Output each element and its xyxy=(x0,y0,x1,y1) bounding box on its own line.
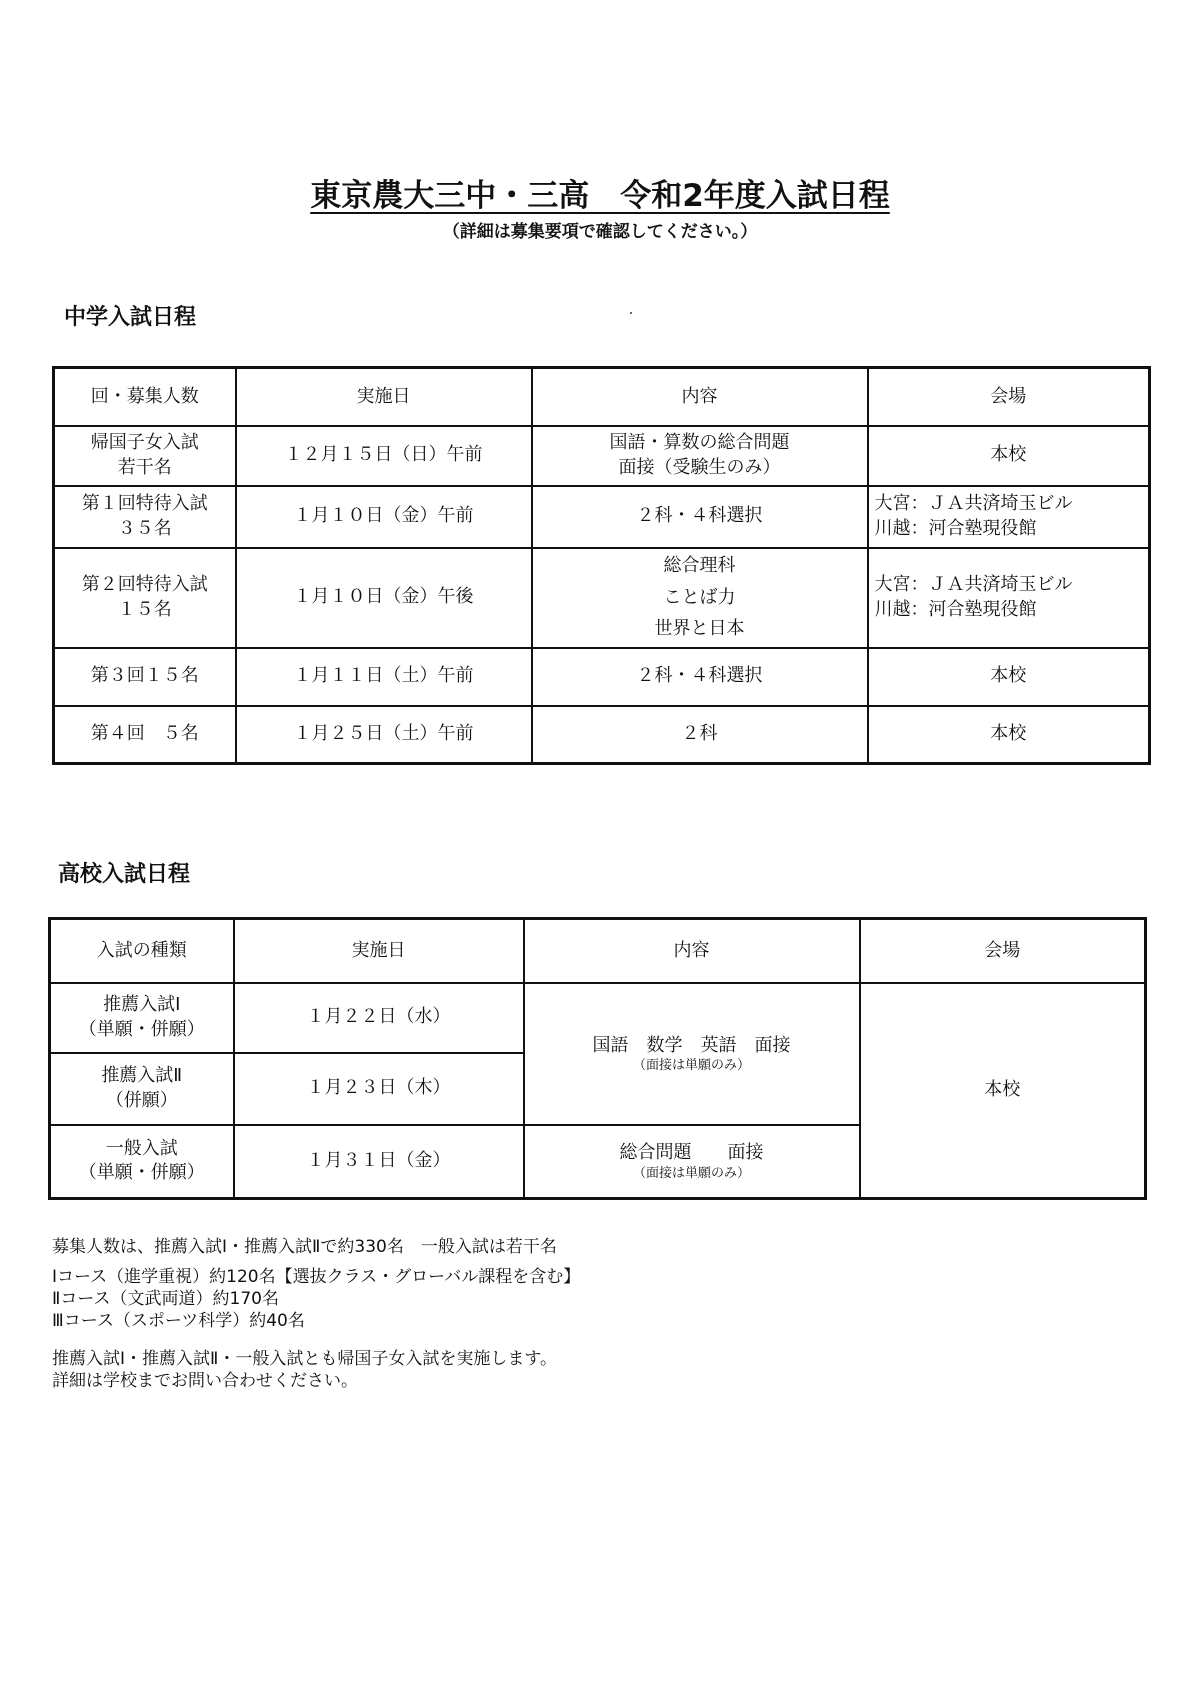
junior-date-cell xyxy=(236,548,532,648)
senior-content-note: （面接は単願のみ） xyxy=(632,1057,750,1073)
note-line: Ⅰコース（進学重視）約120名【選抜クラス・グローバル課程を含む】 xyxy=(52,1267,581,1288)
junior-content-cell xyxy=(532,426,868,486)
senior-venue-cell: 本校 xyxy=(860,983,1146,1199)
junior-round-cell-line: 第３回１５名 xyxy=(90,665,199,687)
senior-header-content: 内容 xyxy=(524,919,860,983)
note-line: 推薦入試Ⅰ・推薦入試Ⅱ・一般入試とも帰国子女入試を実施します。 xyxy=(52,1349,558,1370)
junior-date-cell-line: １月２５日（土）午前 xyxy=(293,723,474,745)
junior-row xyxy=(54,548,1150,648)
junior-round-cell xyxy=(54,426,236,486)
page-subtitle: （詳細は募集要項で確認してください。） xyxy=(442,222,758,242)
junior-venue-cell-line: 本校 xyxy=(990,665,1027,687)
junior-header-content: 内容 xyxy=(532,368,868,426)
senior-date-cell: １月２３日（木） xyxy=(234,1053,524,1125)
junior-venue-cell-line: 大宮：ＪＡ共済埼玉ビル xyxy=(874,493,1073,515)
senior-type-cell xyxy=(50,1125,234,1199)
junior-header-date: 実施日 xyxy=(236,368,532,426)
senior-heading: 高校入試日程 xyxy=(58,862,191,887)
notes-block xyxy=(52,1236,580,1393)
junior-date-cell xyxy=(236,648,532,706)
junior-row xyxy=(54,706,1150,764)
junior-content-cell xyxy=(532,548,868,648)
junior-round-cell xyxy=(54,706,236,764)
junior-round-cell xyxy=(54,648,236,706)
junior-date-cell-line: １月１０日（金）午後 xyxy=(293,586,474,608)
junior-content-cell-line: ２科・４科選択 xyxy=(636,665,763,687)
senior-content-recommend xyxy=(524,983,860,1125)
junior-content-cell-line: ２科・４科選択 xyxy=(636,505,763,527)
junior-round-cell-line: 第２回特待入試 xyxy=(81,574,208,596)
junior-schedule-table xyxy=(52,366,1151,765)
senior-schedule-table xyxy=(48,917,1147,1200)
senior-type-line: 一般入試 xyxy=(105,1137,178,1159)
junior-round-cell-line: ３５名 xyxy=(117,517,172,539)
senior-type-line: （併願） xyxy=(105,1089,178,1111)
senior-content-general xyxy=(524,1125,860,1199)
senior-content-text: 国語 数学 英語 面接 xyxy=(592,1034,791,1056)
senior-header-row xyxy=(50,919,1146,983)
senior-content-note: （面接は単願のみ） xyxy=(632,1165,750,1181)
note-line: Ⅱコース（文武両道）約170名 xyxy=(52,1289,279,1310)
junior-row xyxy=(54,426,1150,486)
junior-venue-cell-line: 川越：河合塾現役館 xyxy=(874,598,1037,620)
junior-round-cell-line: １５名 xyxy=(117,598,172,620)
scan-speck xyxy=(630,312,632,314)
junior-content-cell xyxy=(532,648,868,706)
junior-round-cell-line: 第１回特待入試 xyxy=(81,493,208,515)
junior-content-cell-line: ことば力 xyxy=(663,586,736,608)
junior-content-cell-line: 総合理科 xyxy=(663,555,736,577)
senior-type-line: 推薦入試Ⅰ xyxy=(103,994,181,1016)
junior-content-cell xyxy=(532,706,868,764)
junior-date-cell xyxy=(236,706,532,764)
junior-content-cell-line: 国語・算数の総合問題 xyxy=(609,432,790,454)
page-title: 東京農大三中・三高 令和2年度入試日程 xyxy=(310,178,890,214)
junior-round-cell xyxy=(54,548,236,648)
junior-venue-cell xyxy=(868,486,1150,548)
junior-heading: 中学入試日程 xyxy=(64,305,197,330)
junior-row xyxy=(54,486,1150,548)
junior-content-cell xyxy=(532,486,868,548)
junior-date-cell-line: １２月１５日（日）午前 xyxy=(284,444,483,466)
note-spacer xyxy=(52,1332,580,1348)
junior-date-cell xyxy=(236,426,532,486)
junior-content-cell-line: 世界と日本 xyxy=(654,618,745,640)
junior-venue-cell-line: 大宮：ＪＡ共済埼玉ビル xyxy=(874,574,1073,596)
junior-header-round: 回・募集人数 xyxy=(54,368,236,426)
senior-type-line: 推薦入試Ⅱ xyxy=(101,1065,183,1087)
senior-header-date: 実施日 xyxy=(234,919,524,983)
senior-date-cell: １月２２日（水） xyxy=(234,983,524,1053)
senior-header-venue: 会場 xyxy=(860,919,1146,983)
junior-date-cell xyxy=(236,486,532,548)
junior-venue-cell-line: 川越：河合塾現役館 xyxy=(874,517,1037,539)
junior-venue-cell xyxy=(868,706,1150,764)
junior-date-cell-line: １月１０日（金）午前 xyxy=(293,505,474,527)
junior-header-venue: 会場 xyxy=(868,368,1150,426)
junior-venue-cell-line: 本校 xyxy=(990,444,1027,466)
junior-date-cell-line: １月１１日（土）午前 xyxy=(293,665,474,687)
junior-venue-cell-line: 本校 xyxy=(990,723,1027,745)
junior-round-cell-line: 若干名 xyxy=(117,456,172,478)
junior-venue-cell xyxy=(868,648,1150,706)
senior-header-type: 入試の種類 xyxy=(50,919,234,983)
junior-content-cell-line: ２科 xyxy=(681,723,718,745)
junior-content-cell-line: 面接（受験生のみ） xyxy=(618,456,781,478)
senior-type-cell xyxy=(50,1053,234,1125)
junior-venue-cell xyxy=(868,426,1150,486)
junior-round-cell-line: 帰国子女入試 xyxy=(90,432,199,454)
junior-venue-cell xyxy=(868,548,1150,648)
note-line: Ⅲコース（スポーツ科学）約40名 xyxy=(52,1311,305,1332)
senior-type-line: （単願・併願） xyxy=(78,1018,205,1040)
junior-header-row xyxy=(54,368,1150,426)
junior-round-cell-line: 第４回 ５名 xyxy=(90,723,199,745)
senior-type-line: （単願・併願） xyxy=(78,1162,205,1184)
note-line: 募集人数は、推薦入試Ⅰ・推薦入試Ⅱで約330名 一般入試は若干名 xyxy=(52,1237,557,1257)
senior-type-cell xyxy=(50,983,234,1053)
senior-row xyxy=(50,983,1146,1053)
senior-date-cell: １月３１日（金） xyxy=(234,1125,524,1199)
senior-content-text: 総合問題 面接 xyxy=(619,1142,764,1164)
junior-row xyxy=(54,648,1150,706)
note-line: 詳細は学校までお問い合わせください。 xyxy=(52,1371,358,1392)
junior-round-cell xyxy=(54,486,236,548)
